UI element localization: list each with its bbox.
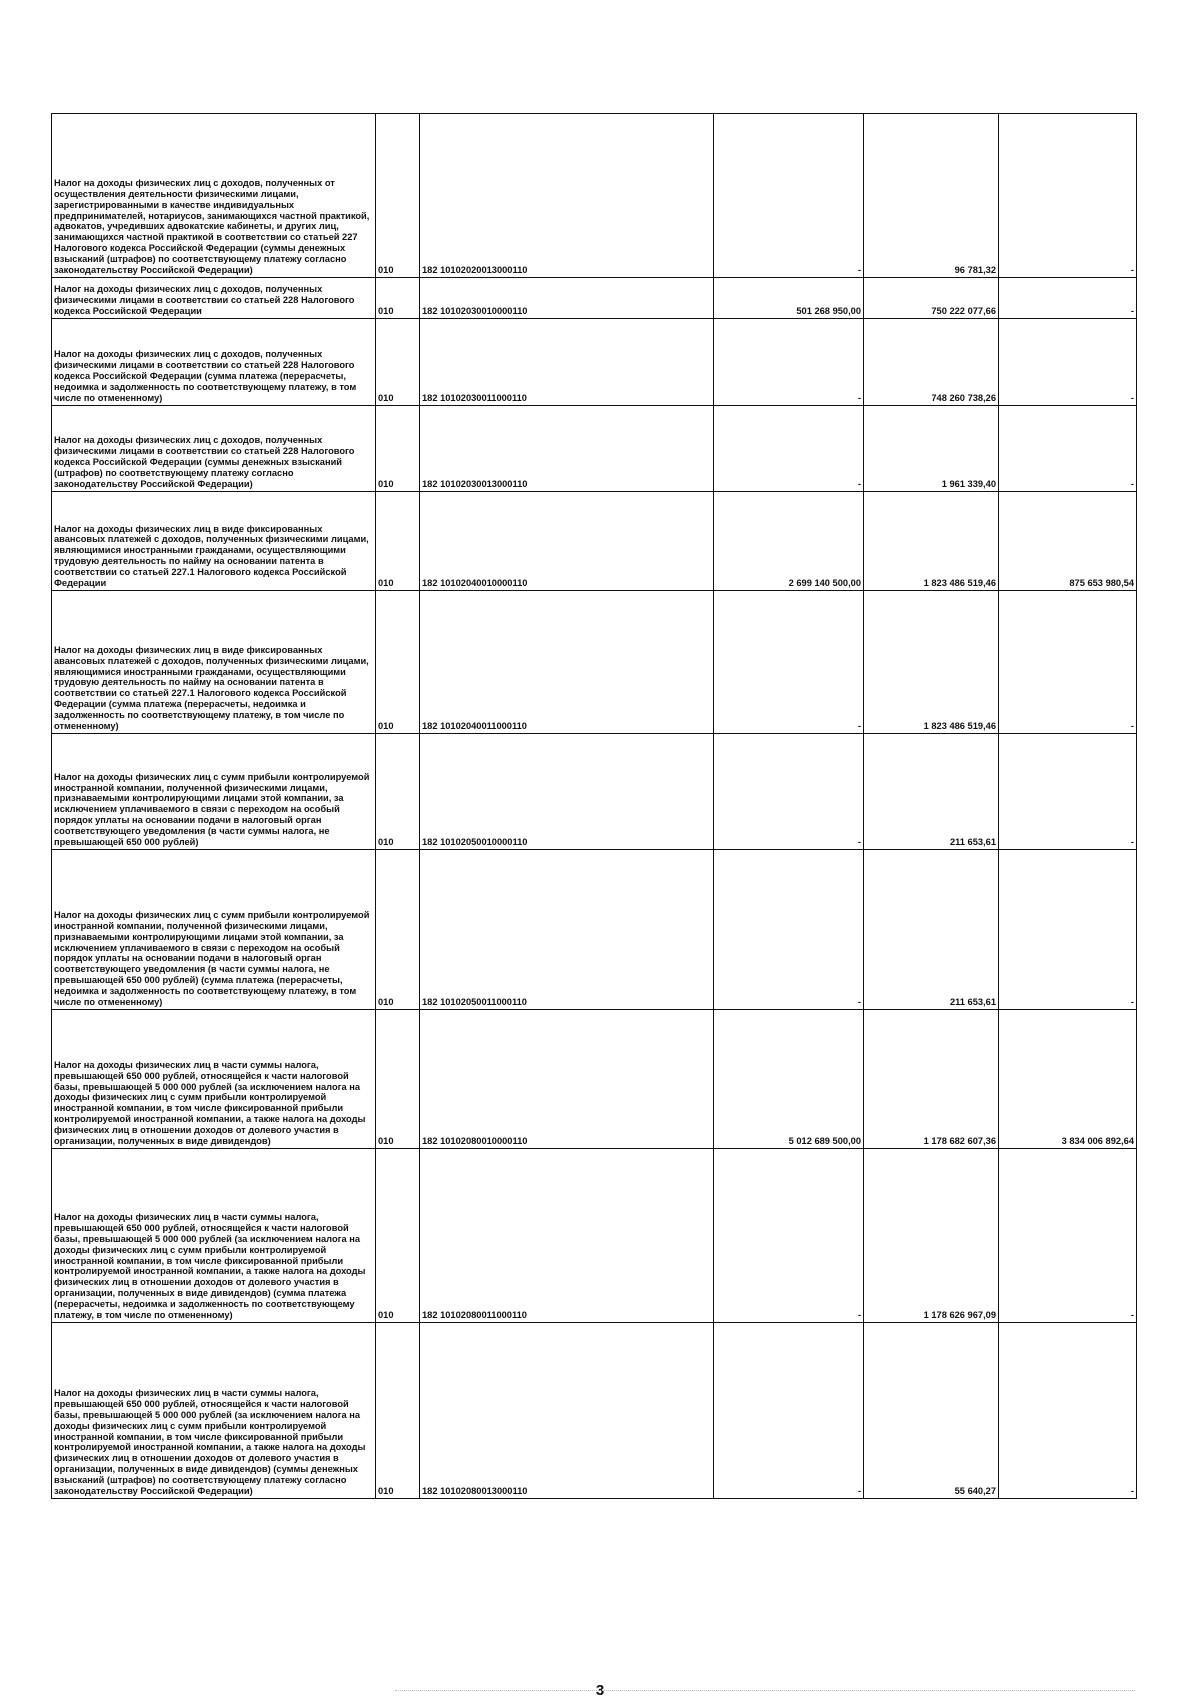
row-remaining-cell: - bbox=[999, 1323, 1137, 1499]
row-kbk-cell: 182 10102030010000110 bbox=[420, 278, 714, 319]
row-actual-cell: 96 781,32 bbox=[864, 114, 999, 278]
row-remaining-cell: - bbox=[999, 406, 1137, 492]
row-kbk-cell: 182 10102020013000110 bbox=[420, 114, 714, 278]
row-remaining-cell: - bbox=[999, 734, 1137, 850]
row-kbk-cell: 182 10102040010000110 bbox=[420, 492, 714, 591]
row-kbk-cell: 182 10102030011000110 bbox=[420, 319, 714, 406]
row-remaining-cell: 3 834 006 892,64 bbox=[999, 1010, 1137, 1149]
row-plan-cell: - bbox=[714, 406, 864, 492]
row-code-cell: 010 bbox=[376, 492, 420, 591]
table-row bbox=[52, 114, 1137, 278]
row-actual-cell: 750 222 077,66 bbox=[864, 278, 999, 319]
table-row bbox=[52, 278, 1137, 319]
table-row bbox=[52, 1323, 1137, 1499]
table-row bbox=[52, 492, 1137, 591]
row-kbk-cell: 182 10102040011000110 bbox=[420, 591, 714, 734]
row-name-cell: Налог на доходы физических лиц в части суммы налога, превышающей 650 000 рублей, относящейся к части налоговой базы, превышающей 5 000 000 рублей (за исключением налога на доходы физических лиц с сумм прибыли контролируемой иностранной компании, в том числе фиксированной прибыли контролируемой иностранной компании, а также налога на доходы физических лиц в отношении доходов от долевого участия в организации, полученных в виде дивидендов) (сумма платежа (перерасчеты, недоимка и задолженность по соответствующему платежу, в том числе по отмененному) bbox=[52, 1149, 376, 1323]
row-remaining-cell: - bbox=[999, 1149, 1137, 1323]
table-row bbox=[52, 319, 1137, 406]
row-code-cell: 010 bbox=[376, 1010, 420, 1149]
row-code-cell: 010 bbox=[376, 850, 420, 1010]
row-code-cell: 010 bbox=[376, 591, 420, 734]
row-plan-cell: 501 268 950,00 bbox=[714, 278, 864, 319]
row-plan-cell: - bbox=[714, 1149, 864, 1323]
row-plan-cell: - bbox=[714, 1323, 864, 1499]
row-actual-cell: 748 260 738,26 bbox=[864, 319, 999, 406]
row-kbk-cell: 182 10102080011000110 bbox=[420, 1149, 714, 1323]
row-plan-cell: - bbox=[714, 591, 864, 734]
table-row bbox=[52, 850, 1137, 1010]
row-name-cell: Налог на доходы физических лиц в виде фиксированных авансовых платежей с доходов, полученных физическими лицами, являющимися иностранными гражданами, осуществляющими трудовую деятельность по найму на основании патента в соответствии со статьей 227.1 Налогового кодекса Российской Федерации (сумма платежа (перерасчеты, недоимка и задолженность по соответствующему платежу, в том числе по отмененному) bbox=[52, 591, 376, 734]
row-remaining-cell: 875 653 980,54 bbox=[999, 492, 1137, 591]
row-remaining-cell: - bbox=[999, 319, 1137, 406]
row-kbk-cell: 182 10102030013000110 bbox=[420, 406, 714, 492]
table-row bbox=[52, 406, 1137, 492]
row-plan-cell: - bbox=[714, 734, 864, 850]
row-name-cell: Налог на доходы физических лиц с доходов, полученных физическими лицами в соответствии со статьей 228 Налогового кодекса Российской Федерации bbox=[52, 278, 376, 319]
row-code-cell: 010 bbox=[376, 114, 420, 278]
row-name-cell: Налог на доходы физических лиц с доходов, полученных физическими лицами в соответствии со статьей 228 Налогового кодекса Российской Федерации (сумма платежа (перерасчеты, недоимка и задолженность по соответствующему платежу, в том числе по отмененному) bbox=[52, 319, 376, 406]
row-kbk-cell: 182 10102050011000110 bbox=[420, 850, 714, 1010]
row-code-cell: 010 bbox=[376, 1323, 420, 1499]
row-actual-cell: 55 640,27 bbox=[864, 1323, 999, 1499]
row-kbk-cell: 182 10102050010000110 bbox=[420, 734, 714, 850]
row-name-cell: Налог на доходы физических лиц с сумм прибыли контролируемой иностранной компании, полученной физическими лицами, признаваемыми контролирующими лицами этой компании, за исключением уплачиваемого в связи с переходом на особый порядок уплаты на основании подачи в налоговый орган соответствующего уведомления (в части суммы налога, не превышающей 650 000 рублей) bbox=[52, 734, 376, 850]
revenue-table bbox=[51, 113, 1137, 1499]
row-remaining-cell: - bbox=[999, 114, 1137, 278]
row-kbk-cell: 182 10102080010000110 bbox=[420, 1010, 714, 1149]
footer-rule bbox=[395, 1690, 1135, 1691]
row-code-cell: 010 bbox=[376, 278, 420, 319]
row-plan-cell: - bbox=[714, 850, 864, 1010]
row-actual-cell: 1 823 486 519,46 bbox=[864, 591, 999, 734]
row-name-cell: Налог на доходы физических лиц с доходов, полученных от осуществления деятельности физическими лицами, зарегистрированными в качестве индивидуальных предпринимателей, нотариусов, занимающихся частной практикой, адвокатов, учредивших адвокатские кабинеты, и других лиц, занимающихся частной практикой в соответствии со статьей 227 Налогового кодекса Российской Федерации (суммы денежных взысканий (штрафов) по соответствующему платежу согласно законодательству Российской Федерации) bbox=[52, 114, 376, 278]
row-actual-cell: 1 961 339,40 bbox=[864, 406, 999, 492]
row-name-cell: Налог на доходы физических лиц с сумм прибыли контролируемой иностранной компании, полученной физическими лицами, признаваемыми контролирующими лицами этой компании, за исключением уплачиваемого в связи с переходом на особый порядок уплаты на основании подачи в налоговый орган соответствующего уведомления (в части суммы налога, не превышающей 650 000 рублей) (сумма платежа (перерасчеты, недоимка и задолженность по соответствующему платежу, в том числе по отмененному) bbox=[52, 850, 376, 1010]
row-actual-cell: 211 653,61 bbox=[864, 850, 999, 1010]
row-name-cell: Налог на доходы физических лиц с доходов, полученных физическими лицами в соответствии со статьей 228 Налогового кодекса Российской Федерации (суммы денежных взысканий (штрафов) по соответствующему платежу согласно законодательству Российской Федерации) bbox=[52, 406, 376, 492]
row-name-cell: Налог на доходы физических лиц в части суммы налога, превышающей 650 000 рублей, относящейся к части налоговой базы, превышающей 5 000 000 рублей (за исключением налога на доходы физических лиц с сумм прибыли контролируемой иностранной компании, в том числе фиксированной прибыли контролируемой иностранной компании, а также налога на доходы физических лиц в отношении доходов от долевого участия в организации, полученных в виде дивидендов) (суммы денежных взысканий (штрафов) по соответствующему платежу согласно законодательству Российской Федерации) bbox=[52, 1323, 376, 1499]
row-actual-cell: 1 178 682 607,36 bbox=[864, 1010, 999, 1149]
row-actual-cell: 211 653,61 bbox=[864, 734, 999, 850]
page-number: 3 bbox=[595, 1682, 605, 1699]
row-code-cell: 010 bbox=[376, 734, 420, 850]
row-code-cell: 010 bbox=[376, 319, 420, 406]
table-body bbox=[52, 114, 1137, 1499]
table-row bbox=[52, 1149, 1137, 1323]
table-row bbox=[52, 734, 1137, 850]
row-remaining-cell: - bbox=[999, 591, 1137, 734]
table-row bbox=[52, 591, 1137, 734]
row-remaining-cell: - bbox=[999, 850, 1137, 1010]
row-plan-cell: 2 699 140 500,00 bbox=[714, 492, 864, 591]
row-plan-cell: - bbox=[714, 114, 864, 278]
row-name-cell: Налог на доходы физических лиц в части суммы налога, превышающей 650 000 рублей, относящейся к части налоговой базы, превышающей 5 000 000 рублей (за исключением налога на доходы физических лиц с сумм прибыли контролируемой иностранной компании, в том числе фиксированной прибыли контролируемой иностранной компании, а также налога на доходы физических лиц в отношении доходов от долевого участия в организации, полученных в виде дивидендов) bbox=[52, 1010, 376, 1149]
row-remaining-cell: - bbox=[999, 278, 1137, 319]
row-code-cell: 010 bbox=[376, 1149, 420, 1323]
row-kbk-cell: 182 10102080013000110 bbox=[420, 1323, 714, 1499]
row-name-cell: Налог на доходы физических лиц в виде фиксированных авансовых платежей с доходов, полученных физическими лицами, являющимися иностранными гражданами, осуществляющими трудовую деятельность по найму на основании патента в соответствии со статьей 227.1 Налогового кодекса Российской Федерации bbox=[52, 492, 376, 591]
table-row bbox=[52, 1010, 1137, 1149]
row-actual-cell: 1 178 626 967,09 bbox=[864, 1149, 999, 1323]
row-plan-cell: - bbox=[714, 319, 864, 406]
row-code-cell: 010 bbox=[376, 406, 420, 492]
row-plan-cell: 5 012 689 500,00 bbox=[714, 1010, 864, 1149]
row-actual-cell: 1 823 486 519,46 bbox=[864, 492, 999, 591]
